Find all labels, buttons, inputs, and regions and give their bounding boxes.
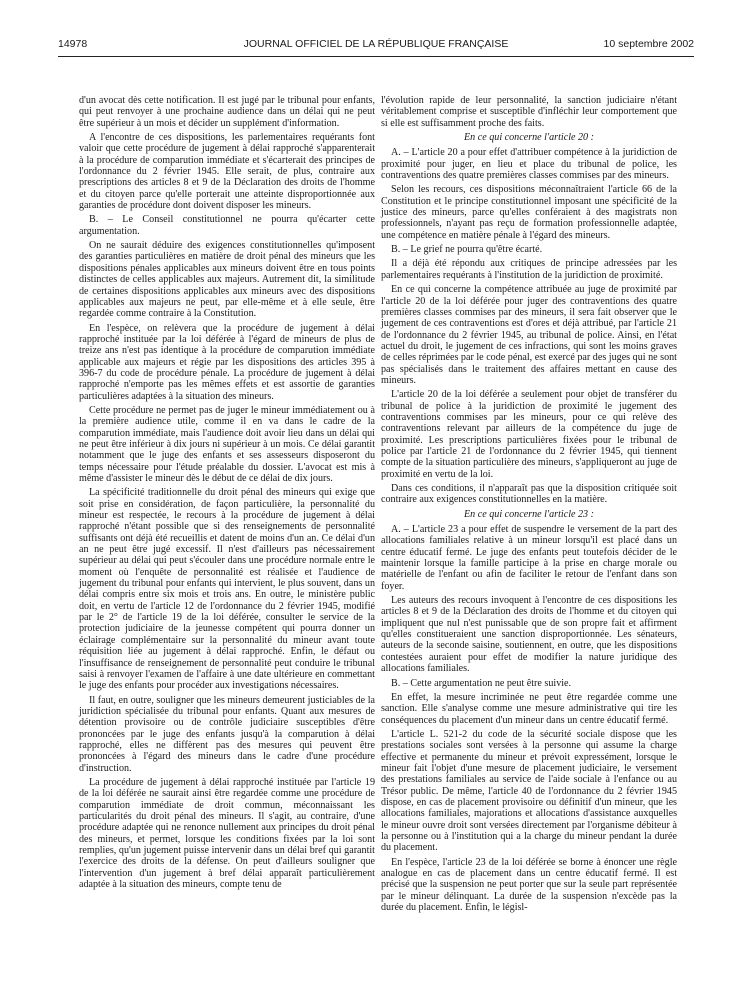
paragraph: A. – L'article 20 a pour effet d'attribuer compétence à la juridiction de proximité pour juger, en lieu et place du tribunal de police, les contraventions des quatre premières classes commises par des mineurs. [381,147,677,182]
paragraph: A l'encontre de ces dispositions, les parlementaires requérants font valoir que cette procédure de jugement à délai rapproché s'apparenterait à la procédure de comparution immédiate et s'écarterait des principes de l'ordonnance du 2 février 1945. Elle serait, de plus, contraire aux prescriptions des articles 8 et 9 de la Déclaration des droits de l'homme et du citoyen parce qu'elle porterait une atteinte disproportionnée aux garanties de procédure dont doivent disposer les mineurs. [79,132,375,212]
left-column [79,95,375,893]
paragraph: La spécificité traditionnelle du droit pénal des mineurs qui exige que soit prise en considération, de façon particulière, la personnalité du mineur est respectée, le recours à la procédure de jugement à délai rapproché n'étant possible que si des renseignements de personnalité suffisants ont déjà été recueillis et datent de moins d'un an. Ce délai d'un an ne peut être jugé excessif. Il n'est d'ailleurs pas nécessairement supérieur au délai qui peut s'écouler dans une procédure normale entre le moment où l'enquête de personnalité est réalisée et l'audience de jugement du tribunal pour enfants qui intervient, le plus souvent, dans un délai compris entre six mois et trois ans. En outre, le ministère public doit, en vertu de l'article 12 de l'ordonnance du 2 février 1945, modifié par le 2° de l'article 19 de la loi déférée, consulter le service de la protection judiciaire de la jeunesse compétent qui pourra donner un éclairage complémentaire sur la personnalité du mineur avant toute réquisition liée au jugement à délai rapproché. Enfin, le défaut ou l'insuffisance de renseignement de personnalité peut conduire le tribunal saisi à renvoyer l'examen de l'affaire à une date ultérieure en commettant le juge des enfants pour procéder aux investigations nécessaires. [79,487,375,692]
paragraph: d'un avocat dès cette notification. Il est jugé par le tribunal pour enfants, qui peut renvoyer à une prochaine audience dans un délai qui ne peut être supérieur à un mois et décider un supplément d'information. [79,95,375,129]
section-subheading: En ce qui concerne l'article 23 : [464,508,594,520]
paragraph: En ce qui concerne la compétence attribuée au juge de proximité par l'article 20 de la loi déférée pour juger des contraventions des quatre premières classes commises par des mineurs, il sera fait observer que le jugement de ces contraventions est d'ores et déjà attribué, par l'article 21 de l'ordonnance du 2 février 1945, au tribunal de police. Ainsi, en l'état actuel du droit, le jugement de ces infractions, qui sont les moins graves de celles réprimées par le code pénal, est exercé par des juges qui ne sont pas spécialisés dans le traitement des affaires mettant en cause des mineurs. [381,284,677,386]
paragraph: l'évolution rapide de leur personnalité, la sanction judiciaire n'étant véritablement comprise et susceptible d'infléchir leur comportement que si elle est suffisamment proche des faits. [381,95,677,129]
journal-title: JOURNAL OFFICIEL DE LA RÉPUBLIQUE FRANÇAISE [243,38,509,50]
publication-date: 10 septembre 2002 [603,38,694,50]
paragraph: B. – Le grief ne pourra qu'être écarté. [391,244,543,256]
header-rule [58,56,694,57]
paragraph: B. – Le Conseil constitutionnel ne pourra qu'écarter cette argumentation. [79,214,375,237]
paragraph: On ne saurait déduire des exigences constitutionnelles qu'imposent des garanties particulières en matière de droit pénal des mineurs que les dispositions pénales applicables aux mineurs doivent être en tous points distinctes de celles applicables aux majeurs. Autrement dit, la similitude de certaines dispositions applicables aux mineurs avec des dispositions applicables aux majeurs ne peut, par elle-même et à elle seule, être regardée comme contraire à la Constitution. [79,240,375,320]
paragraph: Selon les recours, ces dispositions méconnaîtraient l'article 66 de la Constitution et le principe constitutionnel imposant une spécificité de la justice des mineurs, parce qu'elles conféraient à des magistrats non professionnels, n'ayant pas reçu de formation professionnelle adaptée, une compétence en matière pénale à l'égard des mineurs. [381,184,677,241]
section-subheading: En ce qui concerne l'article 20 : [464,132,594,144]
paragraph: A. – L'article 23 a pour effet de suspendre le versement de la part des allocations familiales relative à un mineur lorsqu'il est placé dans un centre éducatif fermé. Le juge des enfants peut toutefois décider de le maintenir lorsque la famille participe à la prise en charge morale ou matérielle de l'enfant ou afin de faciliter le retour de l'enfant dans son foyer. [381,524,677,592]
paragraph: En l'espèce, on relèvera que la procédure de jugement à délai rapproché instituée par la loi déférée à l'égard de mineurs de plus de treize ans n'est pas identique à la procédure de comparution immédiate applicable aux majeurs et régie par les dispositions des articles 395 à 396-7 du code de procédure pénale. La procédure de jugement à délai rapproché n'emporte pas les mêmes effets et est assortie de garanties particulières adaptées à la situation des mineurs. [79,322,375,402]
right-column [381,95,677,916]
paragraph: B. – Cette argumentation ne peut être suivie. [391,677,572,689]
paragraph: Dans ces conditions, il n'apparaît pas que la disposition critiquée soit contraire aux exigences constitutionnelles en la matière. [381,483,677,506]
paragraph: L'article L. 521-2 du code de la sécurité sociale dispose que les prestations sociales sont versées à la personne qui assume la charge effective et permanente du mineur et prévoit expressément, lorsque le mineur fait l'objet d'une mesure de placement judiciaire, le versement des prestations familiales au service de l'aide sociale à l'enfance ou au Trésor public. De même, l'article 40 de l'ordonnance du 2 février 1945 dispose, en cas de placement provisoire ou définitif d'un mineur, que les allocations familiales, majorations et allocations d'assistance auxquelles le mineur ouvre droit sont versées directement par l'organisme débiteur à la personne ou à l'institution qui a la charge du mineur pendant la durée du placement. [381,728,677,854]
paragraph: La procédure de jugement à délai rapproché instituée par l'article 19 de la loi déférée ne saurait ainsi être regardée comme une procédure de comparution immédiate de droit commun, méconnaissant les particularités du droit pénal des mineurs. Il s'agit, au contraire, d'une procédure adaptée qui ne renonce nullement aux principes du droit pénal des mineurs, et permet, lorsque les conditions fixées par la loi sont remplies, qu'un jugement puisse intervenir dans un délai bref qui garantit l'exercice des droits de la défense. On peut d'ailleurs souligner que l'intervention d'un jugement à bref délai apparaît particulièrement adaptée à la situation des mineurs, compte tenu de [79,776,375,891]
paragraph: L'article 20 de la loi déférée a seulement pour objet de transférer du tribunal de police à la juridiction de proximité le jugement des contraventions commises par les mineurs, pour ce qui relève des contraventions relevant par ailleurs de la compétence du juge de proximité. Les prescriptions particulières fixées pour le tribunal de police par l'article 21 de l'ordonnance du 2 février 1945, qui tiennent compte de la situation particulière des mineurs, s'appliqueront au juge de proximité en vertu de la loi. [381,389,677,480]
paragraph: Les auteurs des recours invoquent à l'encontre de ces dispositions les articles 8 et 9 de la Déclaration des droits de l'homme et du citoyen qui impliquent que nul n'est punissable que de son propre fait et affirment qu'elles constitueraient une sanction disproportionnée. Les sénateurs, auteurs de la seconde saisine, soutiennent, en outre, que les dispositions contestées auraient pour effet de modifier la nature juridique des allocations familiales. [381,595,677,675]
paragraph: Cette procédure ne permet pas de juger le mineur immédiatement ou à la première audience utile, comme il en va dans le cadre de la comparution immédiate, mais l'audience doit avoir lieu dans un délai qui ne peut être inférieur à dix jours ni supérieur à un mois. Ce délai garantit notamment que le juge des enfants et ses assesseurs disposeront du temps nécessaire pour l'étude préalable du dossier. L'avocat est mis à même d'assister le mineur dès le début de ce délai de dix jours. [79,404,375,484]
page-number: 14978 [58,38,88,50]
paragraph: Il a déjà été répondu aux critiques de principe adressées par les parlementaires requérants à l'institution de la juridiction de proximité. [381,258,677,281]
paragraph: En effet, la mesure incriminée ne peut être regardée comme une sanction. Elle s'analyse comme une mesure administrative qui tire les conséquences du placement d'un mineur dans un centre éducatif fermé. [381,691,677,726]
paragraph: En l'espèce, l'article 23 de la loi déférée se borne à énoncer une règle analogue en cas de placement dans un centre éducatif fermé. Il est précisé que la suspension ne peut porter que sur la seule part représentée par le mineur délinquant. La durée de la suspension n'excède pas la durée du placement. Enfin, le législ- [381,856,677,914]
page-header [58,38,694,54]
paragraph: Il faut, en outre, souligner que les mineurs demeurent justiciables de la juridiction spécialisée du tribunal pour enfants. Quant aux mesures de détention provisoire ou de contrôle judiciaire susceptibles d'être prononcées par le juge des enfants jusqu'à la comparution à délai rapproché, elles ne diffèrent pas des mesures qui peuvent être prononcées à l'égard des mineurs dans le cadre d'une procédure d'instruction. [79,694,375,774]
